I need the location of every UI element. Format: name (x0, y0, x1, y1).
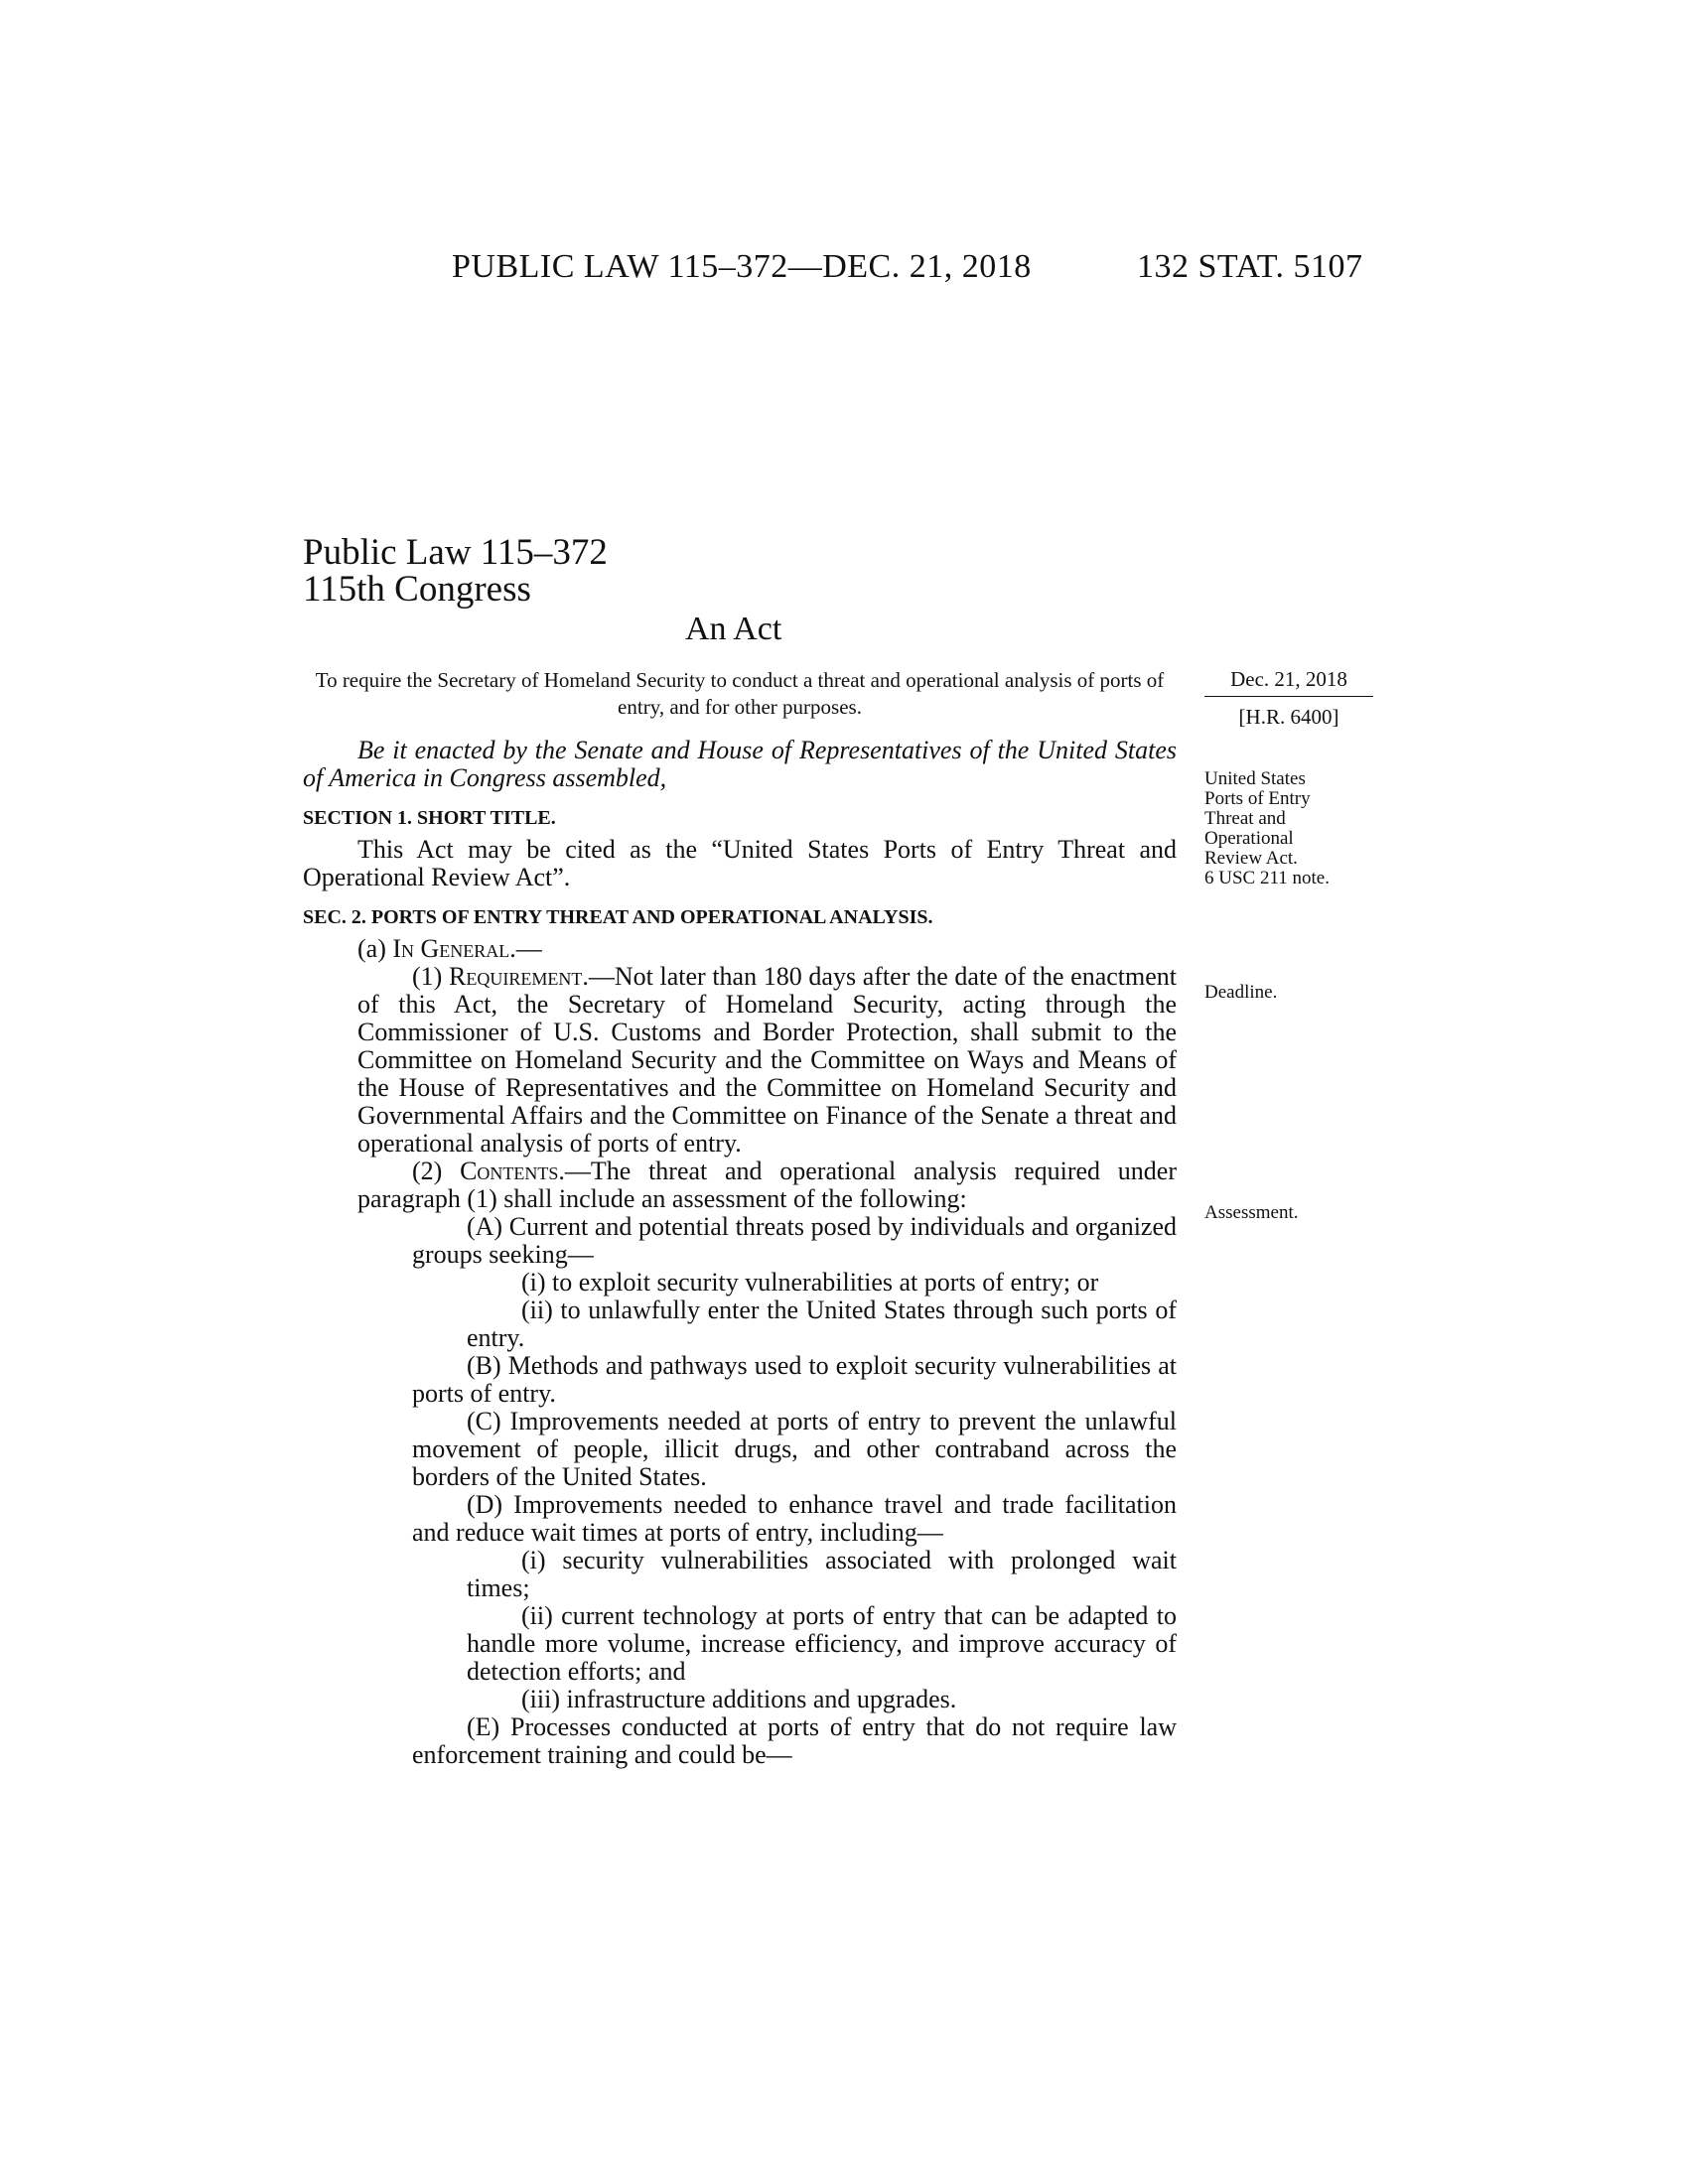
paragraph-1-heading: Requirement (448, 962, 583, 991)
enactment-date-box (1204, 667, 1373, 730)
paragraph-2-label: (2) (412, 1157, 461, 1185)
clause-A-i: (i) to exploit security vulnerabilities at ports of entry; or (521, 1268, 1099, 1297)
clause-E: (E) Processes conducted at ports of entry that do not require law enforcement training and could be— (412, 1712, 1177, 1769)
act-purpose: To require the Secretary of Homeland Security to conduct a threat and operational analysis of ports of entry, and for other purposes. (315, 668, 1165, 719)
act-body (303, 737, 1177, 1769)
section-1-text: This Act may be cited as the “United States Ports of Entry Threat and Operational Review Act”. (303, 835, 1177, 891)
margin-note-short-title (1204, 769, 1403, 888)
paragraph-2-heading: Contents (460, 1157, 559, 1185)
paragraph-1-text: .—Not later than 180 days after the date of the enactment of this Act, the Secretary of Homeland Security, acting through the Commissioner of U.S. Customs and Border Protection, shall submit to the Committee on Homeland Security and the Committee on Ways and Means of the House of Representatives and the Committee on Homeland Security and Governmental Affairs and the Committee on Finance of the Senate a threat and operational analysis of ports of entry. (357, 962, 1177, 1158)
short-title-note: United States Ports of Entry Threat and Operational Review Act. (1204, 768, 1311, 869)
paragraph-1-label: (1) (412, 962, 449, 991)
paragraph-2 (303, 1158, 1177, 1213)
margin-note-deadline: Deadline. (1204, 982, 1278, 1003)
margin-note-assessment: Assessment. (1204, 1202, 1299, 1223)
enactment-date: Dec. 21, 2018 (1230, 667, 1347, 691)
subsection-a (303, 935, 1177, 963)
clause-D: (D) Improvements needed to enhance travel and trade facilitation and reduce wait times at ports of entry, including— (412, 1490, 1177, 1547)
subsection-a-label: (a) (357, 934, 393, 963)
date-rule (1204, 696, 1373, 697)
subsection-a-heading: In General (392, 934, 510, 963)
paragraph-2-text: .—The threat and operational analysis required under paragraph (1) shall include an assessment of the following: (357, 1157, 1177, 1213)
clause-D-iii: (iii) infrastructure additions and upgrades. (521, 1685, 957, 1713)
section-1-heading: SECTION 1. SHORT TITLE. (303, 807, 556, 829)
bill-number: [H.R. 6400] (1238, 705, 1339, 729)
an-act-heading: An Act (685, 611, 782, 647)
paragraph-1 (303, 963, 1177, 1158)
clause-B: (B) Methods and pathways used to exploit security vulnerabilities at ports of entry. (412, 1351, 1177, 1408)
clause-A: (A) Current and potential threats posed by individuals and organized groups seeking— (412, 1212, 1177, 1269)
public-law-number: Public Law 115–372 (303, 532, 608, 573)
running-head-citation: PUBLIC LAW 115–372—DEC. 21, 2018 (452, 248, 1032, 285)
clause-C: (C) Improvements needed at ports of entry to prevent the unlawful movement of people, illicit drugs, and other contraband across the borders of the United States. (412, 1407, 1177, 1491)
subsection-a-dash: .— (509, 934, 542, 963)
usc-note: 6 USC 211 note. (1204, 868, 1330, 888)
enacting-clause: Be it enacted by the Senate and House of Representatives of the United States of America in Congress assembled, (303, 736, 1177, 792)
running-head-page: 132 STAT. 5107 (1137, 248, 1363, 285)
clause-A-ii: (ii) to unlawfully enter the United States through such ports of entry. (467, 1296, 1177, 1352)
clause-D-i: (i) security vulnerabilities associated with prolonged wait times; (467, 1546, 1177, 1602)
clause-D-ii: (ii) current technology at ports of entry that can be adapted to handle more volume, increase efficiency, and improve accuracy of detection efforts; and (467, 1601, 1177, 1686)
section-2-heading: SEC. 2. PORTS OF ENTRY THREAT AND OPERATIONAL ANALYSIS. (303, 906, 933, 928)
congress-label: 115th Congress (303, 569, 531, 610)
